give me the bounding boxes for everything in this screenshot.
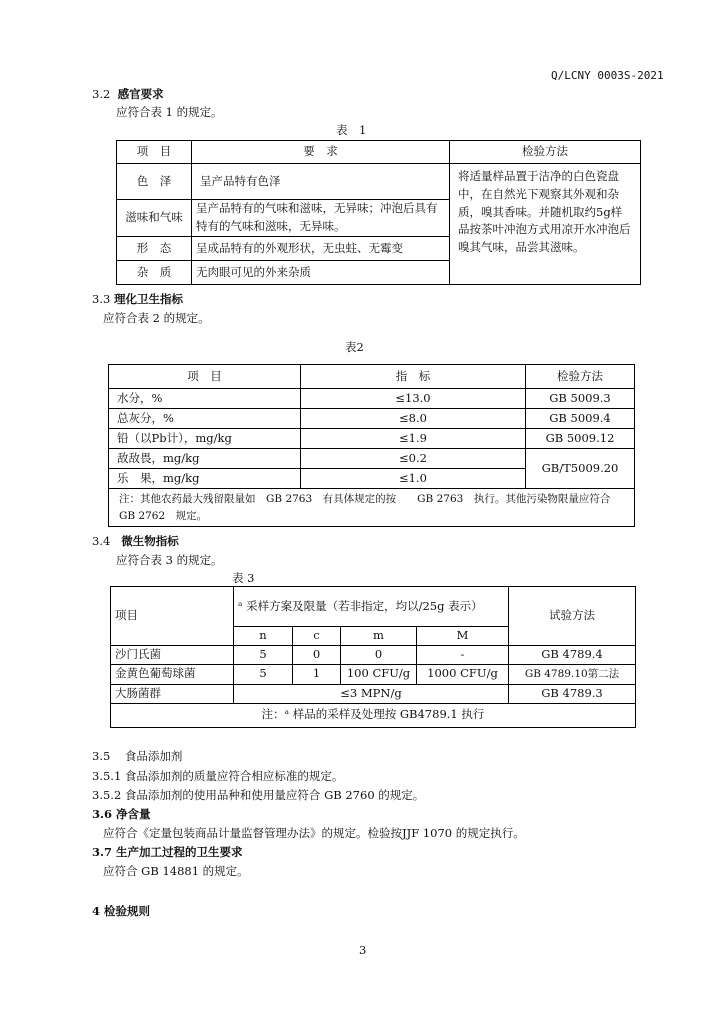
section-3-2-heading bbox=[92, 86, 164, 102]
table-3-row-method: GB 4789.10第二法 bbox=[509, 664, 636, 684]
table-2-row-method: GB 5009.3 bbox=[526, 389, 635, 409]
section-number: 3.3 bbox=[92, 292, 111, 306]
table-3-title: 表 3 bbox=[232, 571, 255, 585]
section-3-3-heading bbox=[92, 291, 183, 307]
table-2-title: 表2 bbox=[345, 340, 364, 354]
section-3-6-text: 应符合《定量包装商品计量监督管理办法》的规定。检验按JJF 1070 的规定执行。 bbox=[103, 826, 525, 840]
table-2-row-value: ≤0.2 bbox=[301, 449, 526, 469]
table-3-row-item: 沙门氏菌 bbox=[111, 645, 234, 664]
table-1-row-req: 无肉眼可见的外来杂质 bbox=[192, 261, 450, 285]
table-3-row-M: - bbox=[417, 645, 509, 664]
section-number: 3.5 bbox=[92, 749, 111, 763]
table-1-row-req: 呈产品特有色泽 bbox=[192, 164, 450, 200]
table-3-subheader-c: c bbox=[293, 627, 341, 646]
section-number: 3.4 bbox=[92, 534, 111, 548]
section-3-3-desc: 应符合表 2 的规定。 bbox=[103, 311, 210, 325]
table-3-header-plan: ᵃ 采样方案及限量（若非指定，均以/25g 表示） bbox=[234, 587, 509, 627]
table-3-coliform-limit: ≤3 MPN/g bbox=[234, 684, 509, 703]
table-1-row-item: 杂 质 bbox=[117, 261, 192, 285]
table-2-row-value: ≤13.0 bbox=[301, 389, 526, 409]
table-2-header-item: 项 目 bbox=[109, 365, 301, 389]
table-1 bbox=[116, 140, 641, 285]
section-3-4-desc: 应符合表 3 的规定。 bbox=[116, 553, 223, 567]
section-title: 食品添加剂 bbox=[124, 749, 183, 763]
table-3-subheader-M: M bbox=[417, 627, 509, 646]
table-2 bbox=[108, 364, 635, 527]
table-1-header-item: 项 目 bbox=[117, 141, 192, 164]
table-3-row-method: GB 4789.4 bbox=[509, 645, 636, 664]
section-3-6-heading: 3.6 净含量 bbox=[92, 807, 151, 821]
table-1-method: 将适量样品置于洁净的白色瓷盘中，在自然光下观察其外观和杂质，嗅其香味。并随机取约5g样品按茶叶冲泡方式用凉开水冲泡后嗅其气味，品尝其滋味。 bbox=[450, 164, 641, 285]
table-2-header-value: 指 标 bbox=[301, 365, 526, 389]
table-1-row-req: 呈产品特有的气味和滋味，无异味；冲泡后具有特有的气味和滋味，无异味。 bbox=[192, 200, 450, 237]
table-2-row-item: 敌敌畏，mg/kg bbox=[109, 449, 301, 469]
table-2-row-item: 总灰分，% bbox=[109, 409, 301, 429]
table-2-row-method: GB 5009.12 bbox=[526, 429, 635, 449]
table-3-header-item: 项目 bbox=[111, 587, 234, 646]
table-3-subheader-n: n bbox=[234, 627, 293, 646]
table-2-row-method: GB 5009.4 bbox=[526, 409, 635, 429]
table-3-row-M: 1000 CFU/g bbox=[417, 664, 509, 684]
table-3 bbox=[110, 586, 636, 728]
table-3-coliform-method: GB 4789.3 bbox=[509, 684, 636, 703]
section-title: 微生物指标 bbox=[121, 534, 179, 548]
table-2-row-value: ≤1.9 bbox=[301, 429, 526, 449]
table-3-coliform-item: 大肠菌群 bbox=[111, 684, 234, 703]
section-title: 感官要求 bbox=[117, 87, 164, 101]
table-3-note: 注：ᵃ 样品的采样及处理按 GB4789.1 执行 bbox=[111, 703, 636, 727]
section-3-7-text: 应符合 GB 14881 的规定。 bbox=[103, 864, 249, 878]
section-title: 理化卫生指标 bbox=[113, 292, 183, 306]
table-1-header-method: 检验方法 bbox=[450, 141, 641, 164]
table-3-header-method: 试验方法 bbox=[509, 587, 636, 646]
table-1-header-req: 要 求 bbox=[192, 141, 450, 164]
table-2-shared-method: GB/T5009.20 bbox=[526, 449, 635, 489]
table-1-title: 表 1 bbox=[336, 123, 367, 137]
section-3-4-heading bbox=[92, 533, 179, 549]
table-2-note: 注：其他农药最大残留限量如 GB 2763 有具体规定的按 GB 2763 执行。其他污染物限量应符合 GB 2762 规定。 bbox=[109, 489, 635, 527]
doc-number: Q/LCNY 0003S-2021 bbox=[551, 69, 664, 82]
table-1-row-req: 呈成品特有的外观形状，无虫蛀、无霉变 bbox=[192, 237, 450, 261]
table-3-row-n: 5 bbox=[234, 664, 293, 684]
section-3-5-2: 3.5.2 食品添加剂的使用品种和使用量应符合 GB 2760 的规定。 bbox=[92, 788, 425, 802]
section-3-5-heading bbox=[92, 748, 182, 764]
table-3-row-m: 100 CFU/g bbox=[341, 664, 417, 684]
section-3-7-heading: 3.7 生产加工过程的卫生要求 bbox=[92, 845, 243, 859]
table-3-row-item: 金黄色葡萄球菌 bbox=[111, 664, 234, 684]
table-3-row-c: 1 bbox=[293, 664, 341, 684]
table-3-row-n: 5 bbox=[234, 645, 293, 664]
page-number: 3 bbox=[359, 943, 367, 957]
table-1-row-item: 形 态 bbox=[117, 237, 192, 261]
section-number: 3.2 bbox=[92, 87, 111, 101]
table-3-subheader-m: m bbox=[341, 627, 417, 646]
table-2-row-value: ≤8.0 bbox=[301, 409, 526, 429]
table-1-row-item: 色 泽 bbox=[117, 164, 192, 200]
section-3-2-desc: 应符合表 1 的规定。 bbox=[116, 105, 223, 119]
table-3-row-c: 0 bbox=[293, 645, 341, 664]
section-3-5-1: 3.5.1 食品添加剂的质量应符合相应标准的规定。 bbox=[92, 769, 344, 783]
table-2-row-item: 铅（以Pb计），mg/kg bbox=[109, 429, 301, 449]
table-2-row-item: 水分，% bbox=[109, 389, 301, 409]
table-2-row-value: ≤1.0 bbox=[301, 469, 526, 489]
table-2-row-item: 乐 果，mg/kg bbox=[109, 469, 301, 489]
table-2-header-method: 检验方法 bbox=[526, 365, 635, 389]
table-1-row-item: 滋味和气味 bbox=[117, 200, 192, 237]
section-4-heading: 4 检验规则 bbox=[92, 904, 151, 918]
table-3-row-m: 0 bbox=[341, 645, 417, 664]
